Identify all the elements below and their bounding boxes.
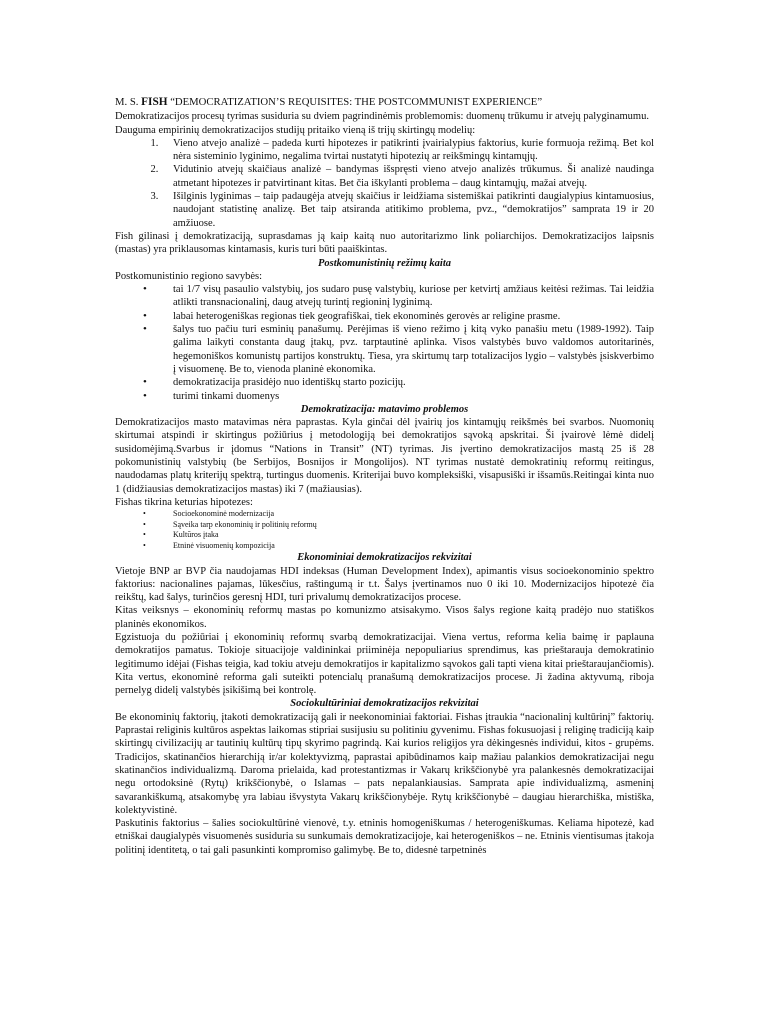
section-heading-economic: Ekonominiai demokratizacijos rekvizitai xyxy=(297,552,472,564)
section-heading-measurement: Demokratizacija: matavimo problemos xyxy=(300,403,469,415)
section-heading-regime-change: Postkomunistinių režimų kaita xyxy=(317,257,452,269)
model-item-2: 2. Vidutinio atvejų skaičiaus analizė – bandymas išspręsti vieno atvejo analizės trūkumus. Ši analizė naudinga atmetant hipotezes ir patvirtinant kitas. Bet čia iškylanti problema – daug kintamųjų, mažai atvejų. xyxy=(161,163,654,190)
section-4-paragraph-2: Paskutinis faktorius – šalies sociokultūrinė vienovė, t.y. etninis homogeniškumas / heterogeniškumas. Keliama hipotezė, kad etniškai daugialypės visuomenės susiduria su sunkumais demokratizacijoje, kai heterogeniškos – ne. Etninis vientisumas įtakoja politinį identitetą, o tai gali pasunkinti kompromiso galimybę. Be to, didesnė tarpetninės xyxy=(115,818,654,856)
hypothesis-item: • Kultūros įtaka xyxy=(161,530,654,541)
section-1-intro: Postkomunistinio regiono savybės: xyxy=(115,270,262,282)
section-4-paragraph-1: Be ekonominių faktorių, įtakoti demokratizaciją gali ir neekonominiai faktoriai. Fishas įtraukia “nacionalinį kultūrinį” faktorių. Paprastai religinis kultūros aspektas laikomas stipriai susijusiu su politiniu gyvenimu. Fishas fokusuojasi į religinę tradiciją kaip skirtingų civilizacijų ar tautinių kultūrų tipų skyrimo pagrindą. Kai kurios religijos yra dėkingesnės individui, kitos - grupėms. Tradicijos, skatinančios hierarchiją ir/ar kolektyvizmą, paprastai apibūdinamos kaip mažiau palankios demokratizacijai negu skatinančios individualizmą. Daroma prielaida, kad protestantizmas ir Vakarų krikščionybė yra palankesnės demokratizacijai negu ortodoksinė (Rytų) krikščionybė, o Islamas – pats nepalankiausias. Samprata apie individualizmą, asmeninį savarankiškumą, atsakomybę yra labiau išvystyta Vakarų krikščionybėje. Rytų krikščionybė – daugiau hierarchiška, mistiška, kolektyvistinė. xyxy=(115,711,654,816)
region-feature-item: • šalys tuo pačiu turi esminių panašumų. Perėjimas iš vieno režimo į kitą vyko panašiu metu (1989-1992). Taip galima laikyti constanta daug įtakų, pvz. tarptautinė aplinka. Visos valstybės buvo valdomos autoritarinės, hegemoniškos komunistų partijos konstruktų. Tiesa, yra skirtumų tarp totalizacijos lygio – valstybės įsiskverbimo į visuomenę. Be to, vienoda planinė ekonomika. xyxy=(161,323,654,376)
region-feature-item: • demokratizacija prasidėjo nuo identiškų starto pozicijų. xyxy=(161,376,654,389)
hypotheses-list xyxy=(115,509,654,551)
section-heading-sociocultural: Sociokultūriniai demokratizacijos rekvizitai xyxy=(290,698,479,710)
hypothesis-item: • Socioekonominė modernizacija xyxy=(161,509,654,520)
hypothesis-item: • Sąveika tarp ekonominių ir politinių reformų xyxy=(161,520,654,531)
document-title xyxy=(115,96,654,109)
region-features-list xyxy=(115,283,654,403)
region-feature-item: • labai heterogeniškas regionas tiek geografiškai, tiek ekonominės gerovės ar religine prasme. xyxy=(161,310,654,323)
fish-paragraph: Fish gilinasi į demokratizaciją, suprasdamas ją kaip kaitą nuo autoritarizmo link poliarchijos. Demokratizacijos laipsnis (mastas) yra priklausomas kintamasis, kuris turi būti paaiškintas. xyxy=(115,230,654,256)
section-2-paragraph-2: Fishas tikrina keturias hipotezes: xyxy=(115,496,253,508)
models-list xyxy=(115,137,654,230)
title-author-initials: M. S. xyxy=(115,96,139,108)
section-2-paragraph-1: Demokratizacijos masto matavimas nėra paprastas. Kyla ginčai dėl įvairių jos kintamųjų reikšmės bei svarbos. Nuomonių skirtumai atspindi ir skirtingus požiūrius į metodologiją bei demokratijos sąvoką apskritai. Ši įvairovė lėmė didelį susidomėjimą.Svarbus ir įdomus “Nations in Transit” (NT) tyrimas. Jis įvertino demokratizacijos mastą 25 iš 28 pokomunistinių valstybių (be Serbijos, Bosnijos ir Mongolijos). NT tyrimas nustatė demokratinių reformų reitingus, naudodamas platų kriterijų spektrą, turtingus duomenis. Kriterijai buvo kompleksiški, visapusiški ir išsamūs.Reitingai kinta nuo 1 (didžiausias demokratizacijos mastas) iki 7 (mažiausias). xyxy=(115,417,654,495)
intro-paragraph-1: Demokratizacijos procesų tyrimas susiduria su dviem pagrindinėmis problemomis: duomenų trūkumu ir atvejų palyginamumu. xyxy=(115,111,649,123)
model-item-1: 1. Vieno atvejo analizė – padeda kurti hipotezes ir patikrinti įvairialypius faktorius, kurie formuoja režimą. Bet kol nėra sisteminio lyginimo, negalima tvirtai nustatyti hipotezių ar reikšmingų kintamųjų. xyxy=(161,137,654,164)
section-3-paragraph-3: Egzistuoja du požiūriai į ekonominių reformų svarbą demokratizacijai. Viena vertus, reforma kelia baimę ir paplauna demokratijos pamatus. Tokioje situacijoje valdininkai priiminėja nepopuliarius sprendimus, kas prieštarauja demokratinio legitimumo idėjai (Fishas teigia, kad tokiu atveju demokratijos ir kapitalizmo sąvokos gali tapti viena kitai prieštaraujančiomis). Kita vertus, ekonominė reforma gali suteikti potencialų pranašumą demokratizacijos procese. Ji žadina aktyvumą, riboja pernelyg didelį valstybės įsikišimą bei kontrolę. xyxy=(115,631,654,697)
title-work: “DEMOCRATIZATION’S REQUISITES: THE POSTCOMMUNIST EXPERIENCE” xyxy=(170,96,543,108)
section-3-paragraph-1: Vietoje BNP ar BVP čia naudojamas HDI indeksas (Human Development Index), apimantis visus socioekonominio spektro faktorius: nacionalines pajamas, lūkesčius, raštingumą ir t.t. Šalys įvertinamos nuo 0 iki 10. Modernizacijos hipotezė čia reikštų, kad šalys, turinčios geresnį HDI, turi privalumų demokratizacijos procese. xyxy=(115,565,654,604)
intro-paragraph-2: Dauguma empirinių demokratizacijos studijų pritaiko vieną iš trijų skirtingų modelių: xyxy=(115,124,476,136)
region-feature-item: • tai 1/7 visų pasaulio valstybių, jos sudaro pusę valstybių, kuriose per ketvirtį amžiaus keitėsi režimas. Tai leidžia atlikti transnacionalinį, daug atvejų turintį regioninį lyginimą. xyxy=(161,283,654,310)
model-item-3: 3. Išilginis lyginimas – taip padaugėja atvejų skaičius ir leidžiama sistemiškai patikrinti daugialypius kintamuosius, naudojant statistinę analizę. Bet taip atsiranda atitikimo problema, pvz., “demokratijos” samprata 19 ir 20 amžiuose. xyxy=(161,190,654,230)
hypothesis-item: • Etninė visuomenių kompozicija xyxy=(161,541,654,552)
section-3-paragraph-2: Kitas veiksnys – ekonominių reformų mastas po komunizmo atsisakymo. Visos šalys regione kaitą pradėjo nuo statiškos planinės ekonomikos. xyxy=(115,605,654,630)
title-author-name: FISH xyxy=(141,96,168,108)
region-feature-item: • turimi tinkami duomenys xyxy=(161,390,654,403)
document-page xyxy=(115,96,654,857)
